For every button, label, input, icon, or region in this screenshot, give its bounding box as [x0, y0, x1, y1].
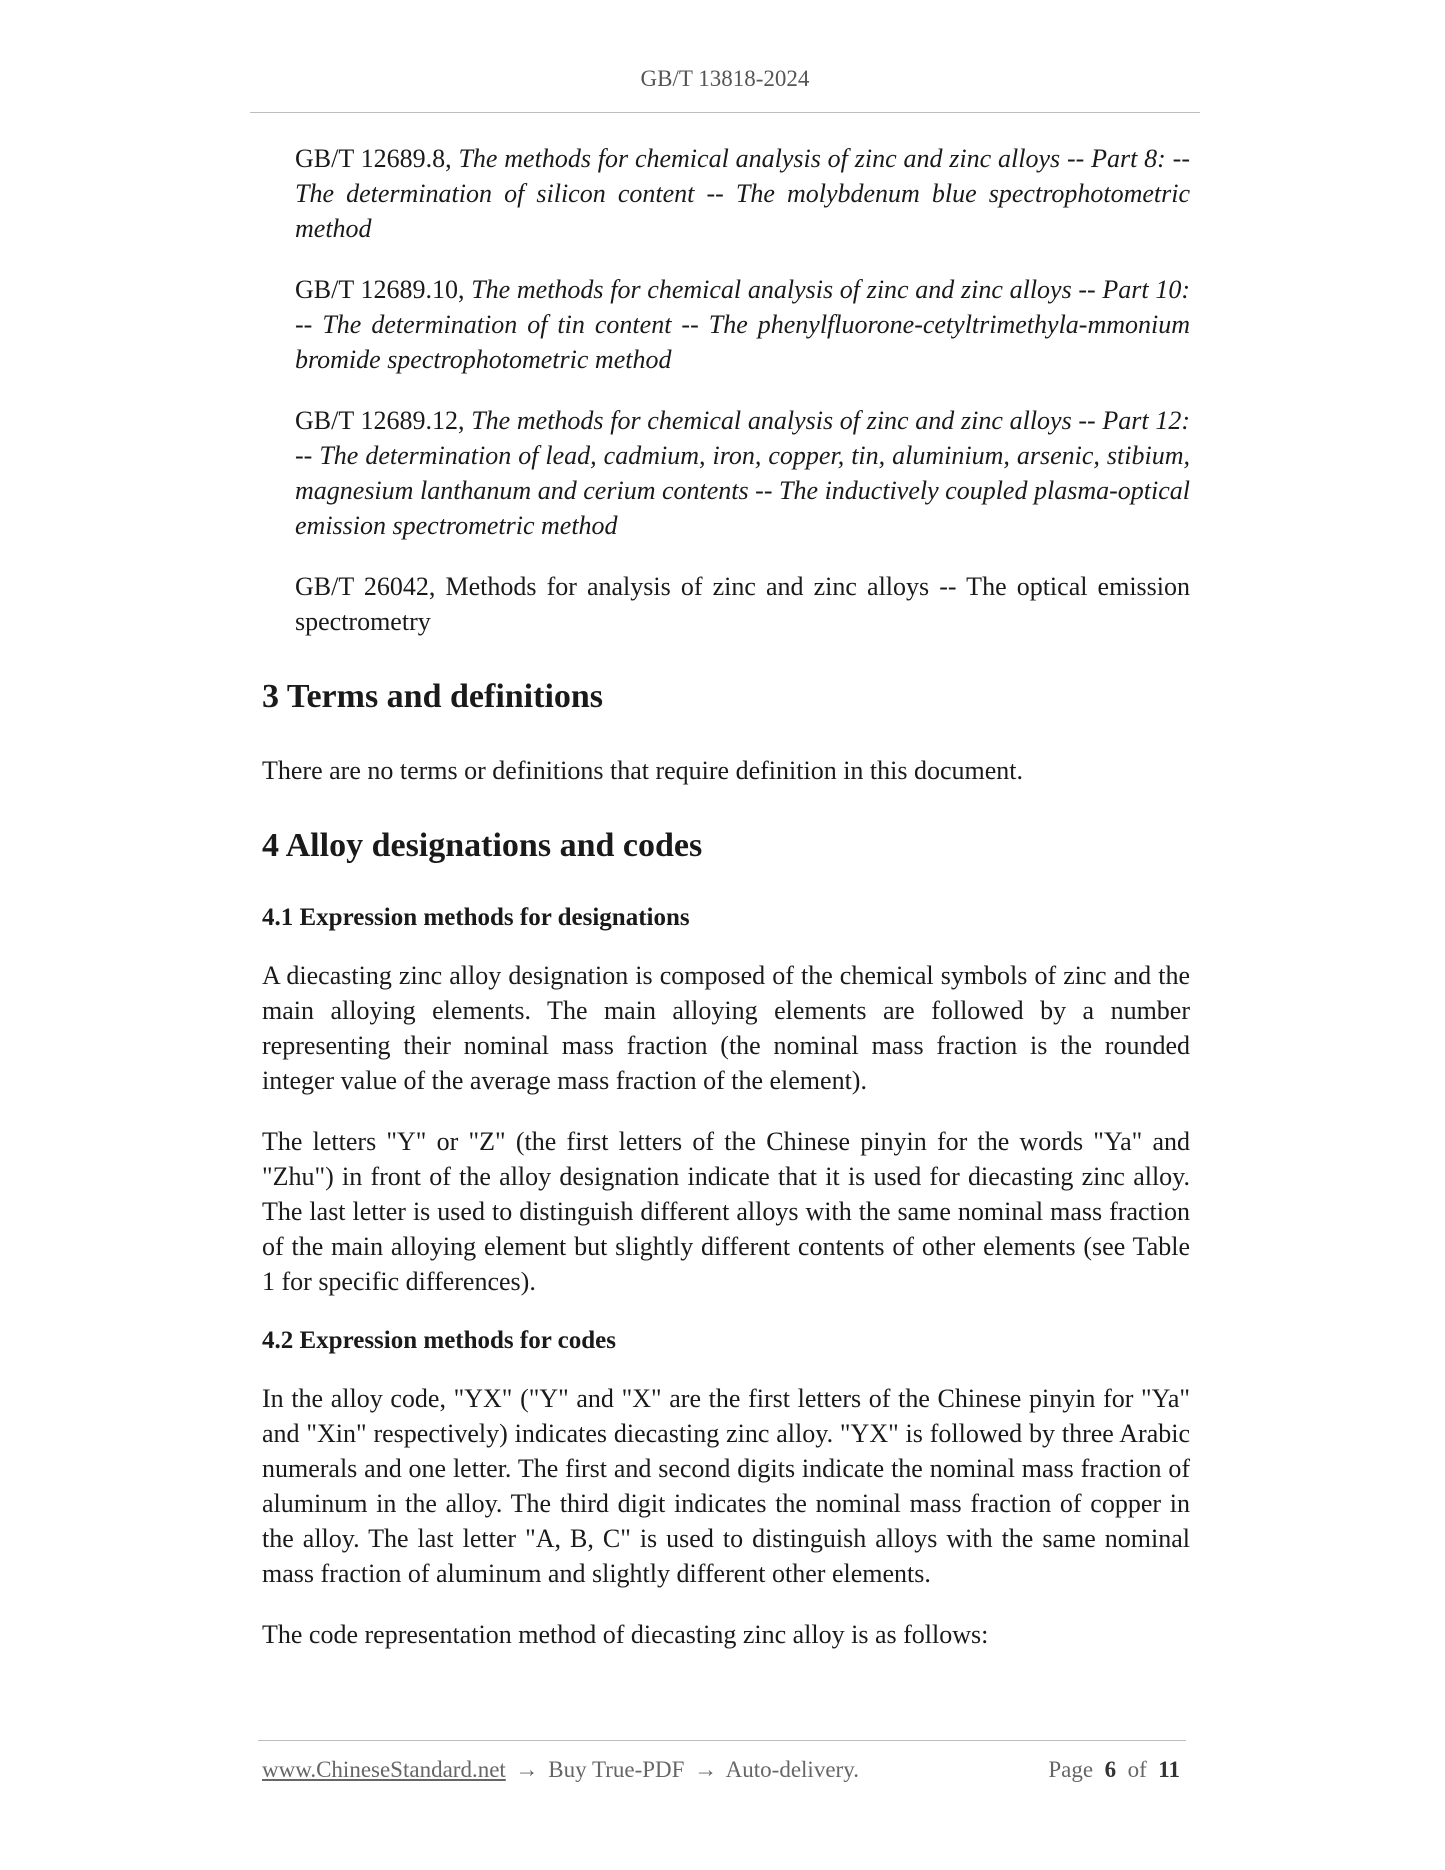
reference-title: The methods for chemical analysis of zinc and zinc alloys -- Part 10: -- The determination of tin content -- The phenylfluorone-cetyltrimethyla-mmonium bromide spectrophotometric method: [295, 275, 1191, 374]
section-3-heading: 3 Terms and definitions: [262, 678, 604, 715]
section-4-2-paragraph-1: In the alloy code, "YX" ("Y" and "X" are the first letters of the Chinese pinyin for "Ya" and "Xin" respectively) indicates diecasting zinc alloy. "YX" is followed by three Arabic numerals and one letter. The first and second digits indicate the nominal mass fraction of aluminum in the alloy. The third digit indicates the nominal mass fraction of copper in the alloy. The last letter "A, B, C" is used to distinguish alloys with the same nominal mass fraction of aluminum and slightly different other elements.: [262, 1384, 1190, 1588]
section-3-text: There are no terms or definitions that require definition in this document.: [262, 756, 1024, 785]
page-current: 6: [1104, 1757, 1117, 1782]
reference-title: Methods for analysis of zinc and zinc alloys -- The optical emission spectrometry: [295, 572, 1190, 636]
section-4-heading: 4 Alloy designations and codes: [262, 827, 703, 864]
section-4-1-paragraph-1: A diecasting zinc alloy designation is composed of the chemical symbols of zinc and the main alloying elements. The main alloying elements are followed by a number representing their nominal mass fraction (the nominal mass fraction is the rounded integer value of the average mass fraction of the element).: [262, 961, 1190, 1095]
reference-entry: [295, 569, 1190, 639]
section-4-1-heading: 4.1 Expression methods for designations: [262, 904, 690, 931]
page-total: 11: [1158, 1757, 1180, 1782]
section-4-2-paragraph-2: The code representation method of diecasting zinc alloy is as follows:: [262, 1620, 989, 1649]
buy-true-pdf-text: Buy True-PDF: [548, 1757, 685, 1782]
reference-title: The methods for chemical analysis of zinc and zinc alloys -- Part 8: -- The determination of silicon content -- The molybdenum blue spectrophotometric method: [295, 144, 1190, 243]
arrow-right-icon: →: [515, 1757, 539, 1782]
footer-divider: [258, 1740, 1186, 1741]
page-number: [1048, 1757, 1180, 1783]
reference-entry: [295, 141, 1190, 246]
reference-code: GB/T 12689.8,: [295, 144, 452, 173]
website-link[interactable]: www.ChineseStandard.net: [262, 1757, 506, 1782]
reference-entry: [295, 403, 1190, 543]
page-footer: [262, 1757, 1182, 1783]
reference-entry: [295, 272, 1190, 377]
reference-code: GB/T 12689.10,: [295, 275, 465, 304]
reference-title: The methods for chemical analysis of zinc and zinc alloys -- Part 12: -- The determination of lead, cadmium, iron, copper, tin, aluminium, arsenic, stibium, magnesium lanthanum and cerium contents -- The inductively coupled plasma-optical emission spectrometric method: [295, 406, 1191, 540]
page-of: of: [1127, 1757, 1147, 1782]
header-divider: [250, 112, 1200, 113]
reference-code: GB/T 26042,: [295, 572, 436, 601]
section-4-1-paragraph-2: The letters "Y" or "Z" (the first letters of the Chinese pinyin for the words "Ya" and "Zhu") in front of the alloy designation indicate that it is used for diecasting zinc alloy. The last letter is used to distinguish different alloys with the same nominal mass fraction of the main alloying element but slightly different contents of other elements (see Table 1 for specific differences).: [262, 1127, 1190, 1296]
section-4-2-heading: 4.2 Expression methods for codes: [262, 1327, 616, 1354]
page-label: Page: [1048, 1757, 1094, 1782]
auto-delivery-text: Auto-delivery.: [725, 1757, 859, 1782]
arrow-right-icon: →: [694, 1757, 718, 1782]
page-header: GB/T 13818-2024: [640, 66, 810, 91]
document-body: [262, 141, 1190, 1678]
reference-code: GB/T 12689.12,: [295, 406, 465, 435]
